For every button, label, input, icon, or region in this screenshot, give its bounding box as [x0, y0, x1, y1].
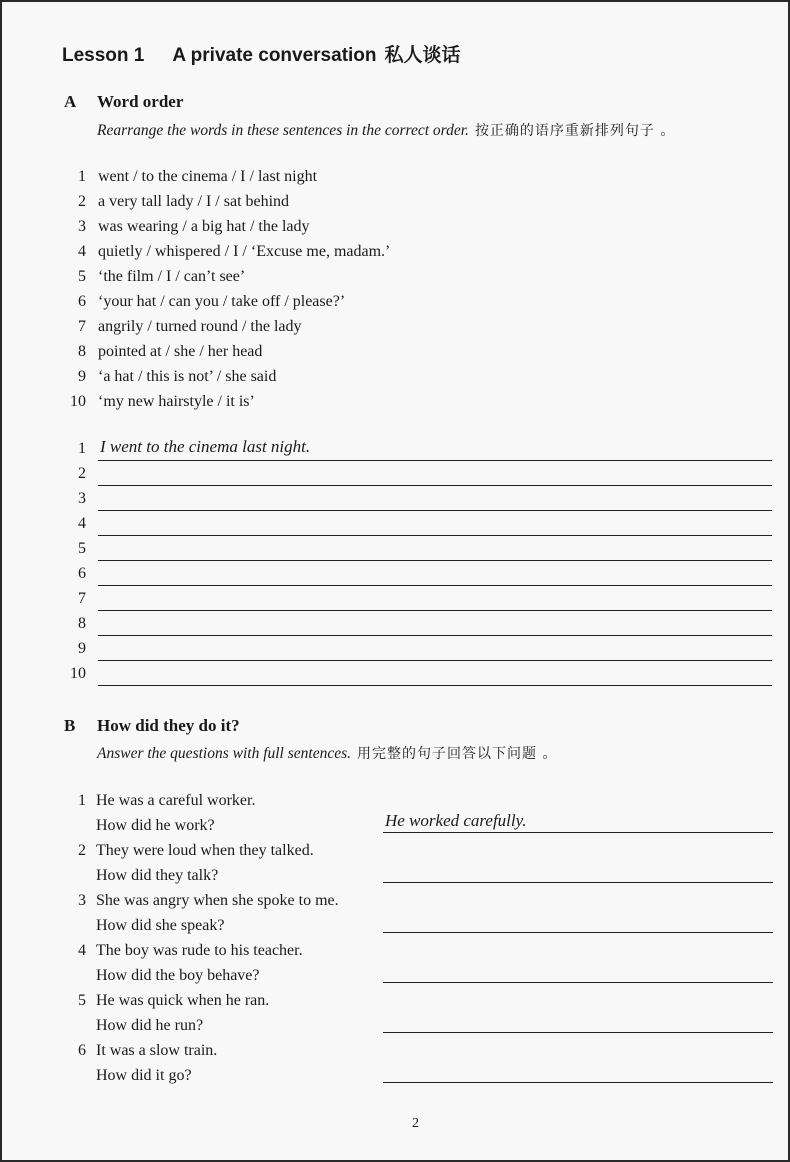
question-statement: She was angry when she spoke to me.	[96, 892, 339, 909]
handwritten-answer: I went to the cinema last night.	[100, 437, 311, 456]
answer-line[interactable]: 4	[62, 511, 772, 536]
list-item: 2 a very tall lady / I / sat behind	[78, 193, 290, 210]
page-number: 2	[412, 1116, 419, 1131]
list-item: 10 ‘my new hairstyle / it is’	[70, 393, 255, 410]
section-b-instruction-zh: 用完整的句子回答以下问题 。	[357, 746, 558, 762]
answer-line[interactable]	[383, 882, 773, 883]
answer-line[interactable]	[383, 932, 773, 933]
lesson-number: Lesson 1	[62, 45, 145, 66]
answer-line[interactable]: 7	[62, 586, 772, 611]
handwritten-answer: He worked carefully.	[385, 811, 527, 830]
question-text: How did they talk?	[96, 867, 219, 884]
answer-line[interactable]	[383, 1082, 773, 1083]
answer-line[interactable]: 1 I went to the cinema last night.	[62, 436, 772, 461]
section-b-instruction	[97, 743, 557, 763]
question-text: How did he work?	[96, 817, 215, 834]
list-item: 5 ‘the film / I / can’t see’	[78, 268, 246, 285]
answer-line[interactable]: 6	[62, 561, 772, 586]
section-a-instruction-zh: 按正确的语序重新排列句子 。	[474, 123, 676, 139]
answer-line[interactable]: 9	[62, 636, 772, 661]
section-a-letter: A	[64, 92, 77, 111]
section-a-heading: Word order	[97, 92, 184, 111]
question-statement: He was quick when he ran.	[96, 992, 270, 1009]
list-item: 3 was wearing / a big hat / the lady	[78, 218, 310, 235]
list-item: 8 pointed at / she / her head	[78, 343, 263, 360]
answer-line[interactable]	[383, 1032, 773, 1033]
lesson-title	[62, 40, 461, 67]
question-statement: He was a careful worker.	[96, 792, 256, 809]
lesson-title-text: A private conversation	[172, 45, 377, 66]
workbook-page: Lesson 1 A private conversation 私人谈话 A Word order Rearrange the words in these sentences in the correct order. 按正确的语序重新排列句子 。 1 went / to the cinema / I / last night 2 a very tall lady / I / sat behind 3 was wearing / a big hat / the lady 4 quietly / whispered / I / ‘Excuse me, madam.’ 5 ‘the film / I / can’t see’ 6 ‘your hat / can you / take off / please?’ 7 angrily / turned round / the lady 8 pointed at / she / her head 9 ‘a hat / this is not’ / she said 10 ‘my new hairstyle / it is’ 1 I went to the cinema last night. 2 3 4 5 6 7 8 9 10 B How did they do it? Answer the questions with full sentences. 用完整的句子回答以下问题 。 1 He was a careful worker. How did he work? He worked carefully. 2 They were loud when they talked. How did they talk? 3 She was angry when she spoke to me. How did she speak? 4 The boy was rude to his teacher. How did the boy behave? 5 He was quick when he ran. How did he run? 6 It was a slow train. How did it go? 2	[0, 0, 790, 1162]
list-item: 6 ‘your hat / can you / take off / please?’	[78, 293, 346, 310]
question-text: How did she speak?	[96, 917, 225, 934]
question-text: How did it go?	[96, 1067, 192, 1084]
answer-line[interactable]: 8	[62, 611, 772, 636]
lesson-title-zh: 私人谈话	[384, 44, 461, 66]
list-item: 4 quietly / whispered / I / ‘Excuse me, madam.’	[78, 243, 391, 260]
section-a-instruction-en: Rearrange the words in these sentences in the correct order.	[97, 122, 469, 139]
question-text: How did he run?	[96, 1017, 204, 1034]
list-item: 9 ‘a hat / this is not’ / she said	[78, 368, 277, 385]
answer-line[interactable]: 5	[62, 536, 772, 561]
section-b-letter: B	[64, 716, 76, 735]
list-item: 1 went / to the cinema / I / last night	[78, 168, 318, 185]
answer-line[interactable]: 3	[62, 486, 772, 511]
question-text: How did the boy behave?	[96, 967, 260, 984]
answer-line[interactable]	[383, 982, 773, 983]
question-statement: They were loud when they talked.	[96, 842, 314, 859]
answer-line[interactable]: 10	[62, 661, 772, 686]
section-b-heading: How did they do it?	[97, 716, 240, 735]
answer-line[interactable]: 2	[62, 461, 772, 486]
answer-line[interactable]	[383, 832, 773, 833]
section-b-instruction-en: Answer the questions with full sentences.	[97, 745, 352, 762]
question-statement: It was a slow train.	[96, 1042, 218, 1059]
question-statement: The boy was rude to his teacher.	[96, 942, 303, 959]
section-a-instruction	[97, 120, 675, 140]
list-item: 7 angrily / turned round / the lady	[78, 318, 302, 335]
